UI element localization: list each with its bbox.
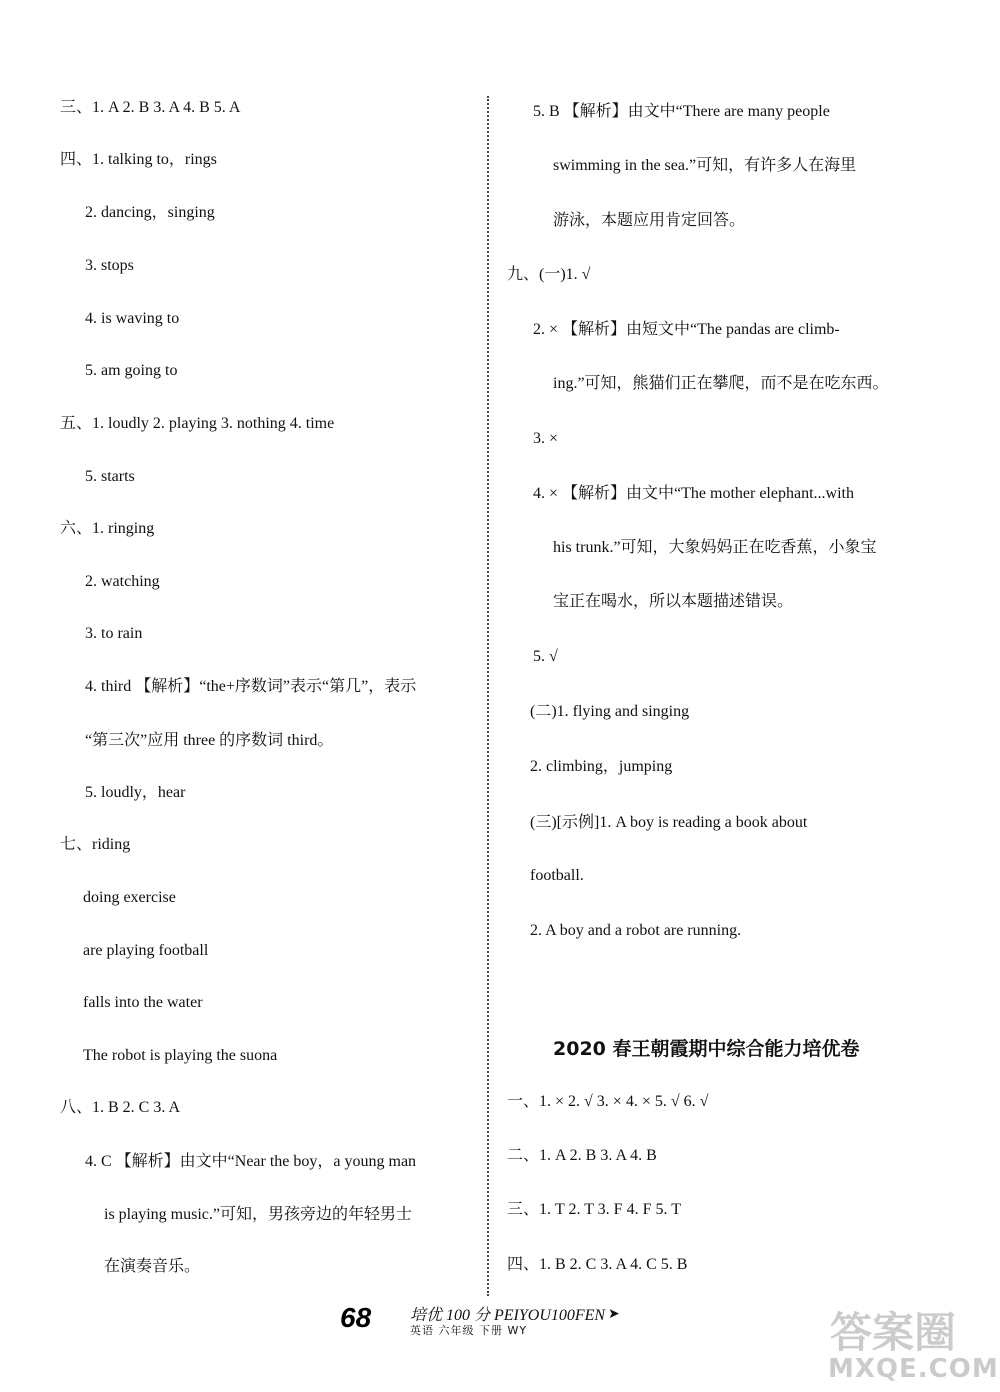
answer-line: “第三次”应用 three 的序数词 third。 — [85, 732, 334, 749]
answer-line: 5. starts — [85, 468, 135, 485]
answer-line: 在演奏音乐。 — [104, 1258, 201, 1275]
answer-line: 二、1. A 2. B 3. A 4. B — [507, 1147, 657, 1164]
answer-line: 宝正在喝水，所以本题描述错误。 — [553, 593, 794, 610]
answer-line: 4. C 【解析】由文中“Near the boy，a young man — [85, 1153, 417, 1170]
answer-line: 八、1. B 2. C 3. A — [60, 1099, 181, 1116]
answer-line: 5. √ — [533, 648, 558, 665]
answer-line: is playing music.”可知，男孩旁边的年轻男士 — [104, 1206, 412, 1223]
answer-line: 4. third 【解析】“the+序数词”表示“第几”，表示 — [85, 678, 417, 695]
answer-line: 五、1. loudly 2. playing 3. nothing 4. time — [60, 415, 335, 432]
answer-line: 2. × 【解析】由短文中“The pandas are climb- — [533, 321, 840, 338]
answer-line: 三、1. T 2. T 3. F 4. F 5. T — [507, 1201, 681, 1218]
answer-line: swimming in the sea.”可知，有许多人在海里 — [553, 157, 857, 174]
answer-line: 5. am going to — [85, 362, 178, 379]
answer-line: 3. to rain — [85, 625, 143, 642]
answer-line: 2. dancing，singing — [85, 204, 215, 221]
page-number: 68 — [340, 1302, 372, 1333]
answer-line: 四、1. B 2. C 3. A 4. C 5. B — [507, 1256, 688, 1273]
answer-line: (三)[示例]1. A boy is reading a book about — [530, 814, 808, 831]
answer-line: 3. stops — [85, 257, 134, 274]
footer-info: 英语 六年级 下册 WY — [410, 1324, 528, 1337]
answer-line: falls into the water — [83, 994, 203, 1011]
section-title: 2020 春王朝霞期中综合能力培优卷 — [553, 1038, 860, 1060]
footer-brand: 培优 100 分 PEIYOU100FEN — [410, 1307, 606, 1324]
answer-line: 4. × 【解析】由文中“The mother elephant...with — [533, 485, 854, 502]
answer-line: 5. B 【解析】由文中“There are many people — [533, 103, 830, 120]
answer-line: 九、(一)1. √ — [507, 266, 591, 283]
answer-line: 三、1. A 2. B 3. A 4. B 5. A — [60, 99, 241, 116]
answer-line: 4. is waving to — [85, 310, 180, 327]
answer-line: 七、riding — [60, 836, 131, 853]
column-divider — [487, 96, 489, 1296]
answer-line: 5. loudly，hear — [85, 784, 186, 801]
answer-line: 3. × — [533, 430, 559, 447]
answer-line: 2. watching — [85, 573, 160, 590]
answer-line: 六、1. ringing — [60, 520, 155, 537]
watermark — [820, 1300, 999, 1390]
answer-line: 四、1. talking to，rings — [60, 151, 217, 168]
answer-line: 2. A boy and a robot are running. — [530, 922, 742, 939]
answer-line: 2. climbing，jumping — [530, 758, 673, 775]
answer-line: 游泳，本题应用肯定回答。 — [553, 212, 746, 229]
answer-line: football. — [530, 867, 584, 884]
answer-line: The robot is playing the suona — [83, 1047, 278, 1064]
answer-line: (二)1. flying and singing — [530, 703, 690, 720]
answer-line: 一、1. × 2. √ 3. × 4. × 5. √ 6. √ — [507, 1093, 709, 1110]
arrow-right-icon: ➤ — [608, 1307, 620, 1322]
answer-line: his trunk.”可知，大象妈妈正在吃香蕉，小象宝 — [553, 539, 877, 556]
page-footer — [340, 1300, 660, 1340]
answer-line: ing.”可知，熊猫们正在攀爬，而不是在吃东西。 — [553, 375, 889, 392]
answer-line: are playing football — [83, 942, 209, 959]
answer-line: doing exercise — [83, 889, 176, 906]
watermark-url: MXQE.COM — [828, 1354, 999, 1384]
watermark-logo-text: 答案圈 — [830, 1308, 957, 1357]
